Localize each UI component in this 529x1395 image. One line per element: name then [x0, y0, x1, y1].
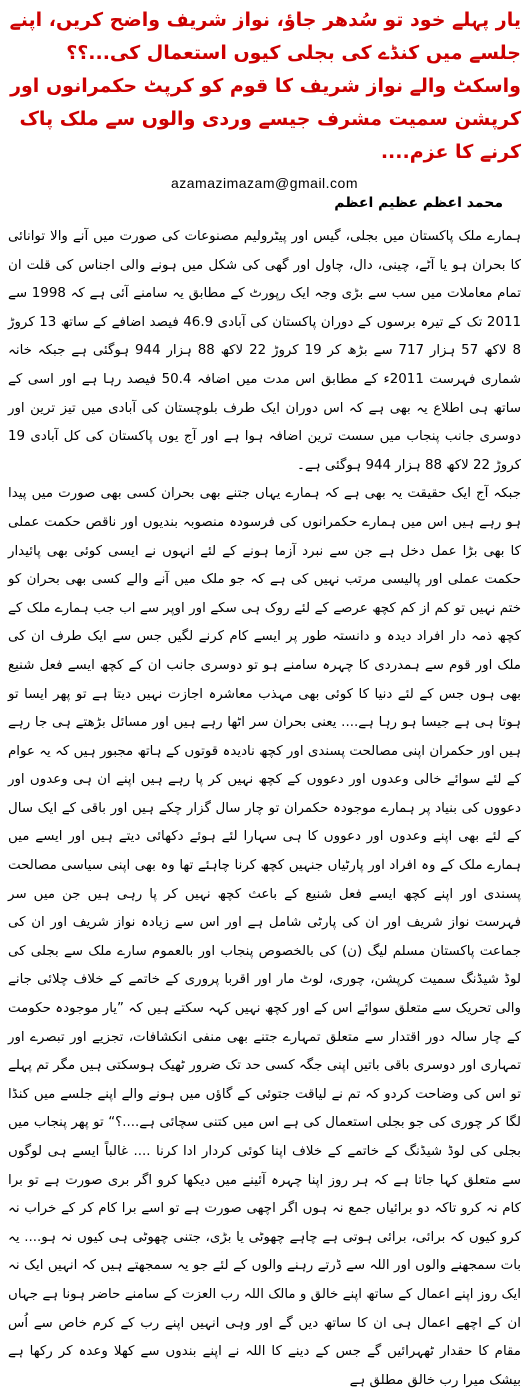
article-body [8, 223, 521, 1395]
headline: یار پہلے خود تو سُدھر جاؤ، نواز شریف واضح کریں، اپنے جلسے میں کنڈے کی بجلی کیوں استعمال کی...؟؟ واسکٹ والے نواز شریف کا قوم کو کرپٹ حکمرانوں اور کرپشن سمیت مشرف جیسے وردی والوں سے ملک پاک کرنے کا عزم.... [9, 9, 521, 163]
author-email: azamazimazam@gmail.com [170, 175, 359, 191]
paragraph-2: جبکہ آج ایک حقیقت یہ بھی ہے کہ ہمارے یہاں جتنے بھی بحران کسی بھی صورت میں پیدا ہو رہے ہیں اس میں ہمارے حکمرانوں کی فرسودہ منصوبہ بندیوں اور ناقص حکمت عملی کا بھی بڑا عمل دخل ہے جن سے نبرد آزما ہونے کے لئے انہوں نے ایسی کوئی بھی پائیدار حکمت عملی اور پالیسی مرتب نہیں کی ہے کہ جو ملک میں آنے والے کسی بھی بحران کو ختم نہیں تو کم از کم کچھ عرصے کے لئے روک ہی سکے اور اوپر سے اب جب ہمارے ملک کے کچھ ذمہ دار افراد دیدہ و دانستہ طور پر ایسے کام کرنے لگیں جس سے ایک طرف ان کی ملک اور قوم سے ہمدردی کا چہرہ سامنے ہو تو دوسری جانب ان کے کچھ ایسے فعل شنیع بھی ہوں جس کے لئے دنیا کا کوئی بھی مہذب معاشرہ اجازت نہیں دیتا ہے تو پھر ایسا تو ہوتا ہی ہے جیسا ہو رہا ہے.... یعنی بحران سر اٹھا رہے ہیں اور مسائل بڑھتے ہی جا رہے ہیں اور حکمران اپنی مصالحت پسندی اور کچھ نادیدہ قوتوں کے ہاتھ مجبور ہیں کہ یہ عوام کے لئے سوائے خالی وعدوں اور دعووں کے کچھ نہیں کر پا رہے ہیں اپنے ان ہی وعدوں اور دعووں کی بنیاد پر ہمارے موجودہ حکمران تو چار سال گزار چکے ہیں اور باقی کے ایک سال کے لئے بھی اپنے وعدوں اور دعووں کا ہی سہارا لئے ہوئے دکھائی دیتے ہیں اور ایسے میں ہمارے ملک کے وہ افراد اور پارٹیاں جنہیں کچھ کرنا چاہئے تھا وہ بھی اپنی سیاسی مصالحت پسندی اور اپنے کچھ ایسے فعل شنیع کے باعث کچھ نہیں کر پا رہی ہیں جن میں سر فہرست نواز شریف اور ان کی پارٹی شامل ہے اور اس سے زیادہ نواز شریف اور ان کی جماعت پاکستان مسلم لیگ (ن) کی بالخصوص پنجاب اور بالعموم سارے ملک سے بجلی کی لوڈ شیڈنگ سمیت کرپشن، چوری، لوٹ مار اور اقربا پروری کے خاتمے کے خلاف چلائی جانے والی تحریک سے متعلق سوائے اس کے اور کچھ نہیں کہہ سکتے ہیں کہ ”یار موجودہ حکومت کے چار سالہ دور اقتدار سے متعلق تمہارے جتنے بھی منفی انکشافات، تجزیے اور تبصرے اور تمہاری اور دوسری باقی باتیں اپنی جگہ کسی حد تک ضرور ٹھیک ہوسکتی ہیں مگر تم پہلے تو اس کی وضاحت کردو کہ تم نے لیاقت جتوئی کے گاؤں میں ہونے والے اپنے جلسے میں کنڈا لگا کر چوری کی جو بجلی استعمال کی ہے اس میں کتنی سچائی ہے....؟“ تو پھر پنجاب میں بجلی کی لوڈ شیڈنگ کے خاتمے کے خلاف اپنا کوئی کردار ادا کرنا .... غالباً ایسے ہی لوگوں سے متعلق کہا جاتا ہے کہ ہر روز اپنا چہرہ آئینے میں دیکھا کرو اگر بری صورت ہے تو برا کام نہ کرو تاکہ دو برائیاں جمع نہ ہوں اگر اچھی صورت ہے تو اسے برا کام کر کے خراب نہ کرو کیوں کہ برائی، برائی ہوتی ہے چاہے چھوٹی یا بڑی، جتنی چھوٹی ہی کیوں نہ ہو.... یہ بات سمجھنے والوں اور اللہ سے ڈرتے رہنے والوں کے لئے جو یہ سمجھتے ہیں کہ انہیں ایک نہ ایک روز اپنے اعمال کے ساتھ اپنے خالق و مالک اللہ رب العزت کے سامنے حاضر ہونا ہے جہاں ان کے اچھے اعمال ہی ان کا ساتھ دیں گے اور وہی انہیں اپنے رب کے کرم خاص سے اُس مقام کا حقدار ٹھہرائیں گے جس کے دینے کا اللہ نے اپنے بندوں سے کھلا وعدہ کر رکھا ہے بیشک میرا رب خالق مطلق ہے [8, 486, 521, 1388]
paragraph-1: ہمارے ملک پاکستان میں بجلی، گیس اور پیٹرولیم مصنوعات کی صورت میں آنے والا توانائی کا بحران ہو یا آٹے، چینی، دال، چاول اور گھی کی شکل میں ہونے والی اجناس کی قلت ان تمام معاملات میں سب سے بڑی وجہ ایک رپورٹ کے مطابق یہ سامنے آئی ہے کہ 1998 سے 2011 تک کے تیرہ برسوں کے دوران پاکستان کی آبادی 46.9 فیصد اضافے کے ساتھ 13 کروڑ 8 لاکھ 57 ہزار 717 سے بڑھ کر 19 کروڑ 22 لاکھ 88 ہزار 944 ہوگئی ہے جبکہ خانہ شماری فہرست 2011ء کے مطابق اس مدت میں اضافہ 50.4 فیصد رہا ہے اور اسی کے ساتھ ہی اطلاع یہ بھی ہے کہ اس دوران ایک طرف بلوچستان کی آبادی میں تیز ترین اور دوسری جانب پنجاب میں سست ترین اضافہ ہوا ہے اور آج یوں پاکستان کی کل آبادی 19 کروڑ 22 لاکھ 88 ہزار 944 ہوگئی ہے۔ [8, 229, 521, 473]
author-name: محمد اعظم عظیم اعظم [334, 195, 503, 211]
